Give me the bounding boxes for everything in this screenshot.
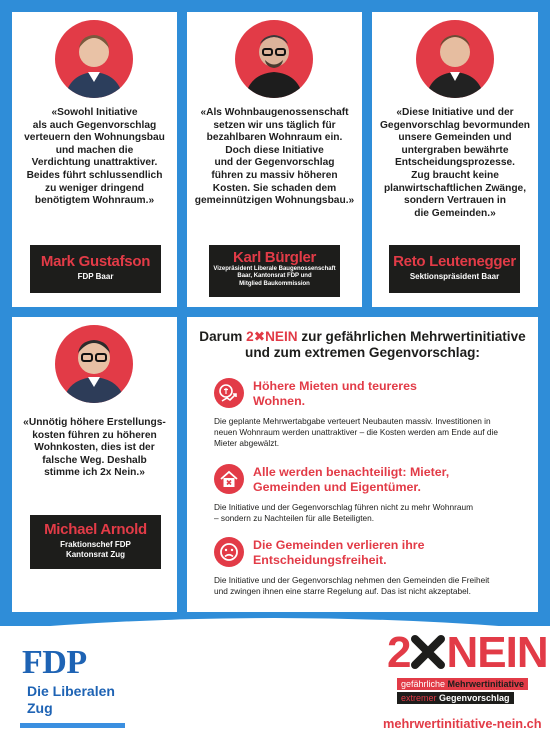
sad-face-icon (214, 537, 244, 567)
testimonial-card-buergler (187, 12, 362, 307)
campaign-logo (387, 630, 548, 676)
point-text: Die geplante Mehrwertabgabe verteuert Neubauten massiv. Investitionen in neuen Wohnraum werden unattraktiver – die Kosten werden am Ende auf die Mieter abgewälzt. (214, 416, 498, 448)
tag-gegenvorschlag: extremer Gegenvorschlag (397, 692, 514, 704)
testimonial-card-arnold (12, 317, 177, 612)
fdp-subtitle: Die Liberalen (27, 683, 115, 699)
fdp-underline (20, 723, 125, 728)
campaign-logo-prefix: 2 (387, 628, 411, 677)
testimonial-quote: «Sowohl Initiative als auch Gegenvorschlag verteuern den Wohnungsbau und machen die Verdichtung unattraktiver. Beides führt schlussendlich zu weniger dringend benötigtem Wohnraum.» (24, 107, 165, 207)
point-title: Alle werden benachteiligt: Mieter, Gemeinden und Eigentümer. (253, 465, 450, 494)
fdp-region: Zug (27, 700, 53, 716)
name-badge (30, 245, 161, 293)
arguments-panel (187, 317, 538, 612)
portrait-photo (235, 20, 313, 98)
portrait-photo (416, 20, 494, 98)
campaign-url[interactable]: mehrwertinitiative-nein.ch (383, 716, 542, 731)
testimonial-card-leutenegger (372, 12, 538, 307)
x-icon (410, 633, 446, 669)
testimonial-quote: «Als Wohnbaugenossenschaft setzen wir uns täglich für bezahlbaren Wohnraum ein. Doch diese Initiative und der Gegenvorschlag führen zu massiv höheren Kosten. Sie schaden dem gemeinnützigen Wohnungsbau.» (194, 107, 355, 207)
person-name: Karl Bürgler (232, 249, 317, 266)
fdp-logo: FDP (22, 644, 87, 681)
person-role-line: Mitglied Baukommission (239, 280, 310, 287)
person-role-line: Fraktionschef FDP (60, 540, 131, 549)
person-role: Sektionspräsident Baar (409, 272, 500, 281)
portrait-photo (55, 325, 133, 403)
person-role-line: Kantonsrat Zug (65, 549, 126, 559)
name-badge (389, 245, 520, 293)
tag-mehrwertinitiative: gefährliche Mehrwertinitiative (397, 678, 528, 690)
point-text: Die Initiative und der Gegenvorschlag nehmen den Gemeinden die Freiheit und zwingen ihnen eine starre Regelung auf. Das ist nicht akzeptabel. (214, 575, 490, 596)
person-role-line: Vizepräsident Liberale Baugenossenschaft (213, 266, 336, 272)
money-up-icon (214, 378, 244, 408)
heading-rest: zur gefährlichen Mehrwertinitiative (301, 329, 526, 344)
heading-2xnein: 2✖NEIN (246, 329, 298, 344)
person-name: Michael Arnold (44, 521, 147, 538)
arguments-heading (197, 329, 528, 361)
person-name: Reto Leutenegger (393, 253, 516, 270)
portrait-photo (55, 20, 133, 98)
heading-prefix: Darum (199, 329, 243, 344)
campaign-logo-suffix: NEIN (446, 628, 548, 677)
point-text: Die Initiative und der Gegenvorschlag führen nicht zu mehr Wohnraum – sondern zu Nachteilen für alle Beteiligten. (214, 502, 474, 523)
heading-line2: und zum extremen Gegenvorschlag: (245, 345, 480, 360)
person-role-line: Baar, Kantonsrat FDP und (237, 273, 312, 280)
point-title: Die Gemeinden verlieren ihre Entscheidungsfreiheit. (253, 538, 425, 567)
testimonial-card-gustafson (12, 12, 177, 307)
house-cross-icon (214, 464, 244, 494)
person-role: FDP Baar (77, 272, 114, 281)
name-badge (30, 515, 161, 569)
point-title: Höhere Mieten und teureres Wohnen. (253, 379, 417, 408)
testimonial-quote: «Unnötig höhere Erstellungs- kosten führen zu höheren Wohnkosten, dies ist der falsche Weg. Deshalb stimme ich 2x Nein.» (23, 417, 166, 479)
name-badge (209, 245, 340, 297)
testimonial-quote: «Diese Initiative und der Gegenvorschlag bevormunden unsere Gemeinden und untergraben bewährte Entscheidungsprozesse. Zug braucht keine planwirtschaftlichen Zwänge, sondern Vertrauen in die Gemeinden.» (379, 107, 531, 219)
person-name: Mark Gustafson (40, 253, 151, 270)
